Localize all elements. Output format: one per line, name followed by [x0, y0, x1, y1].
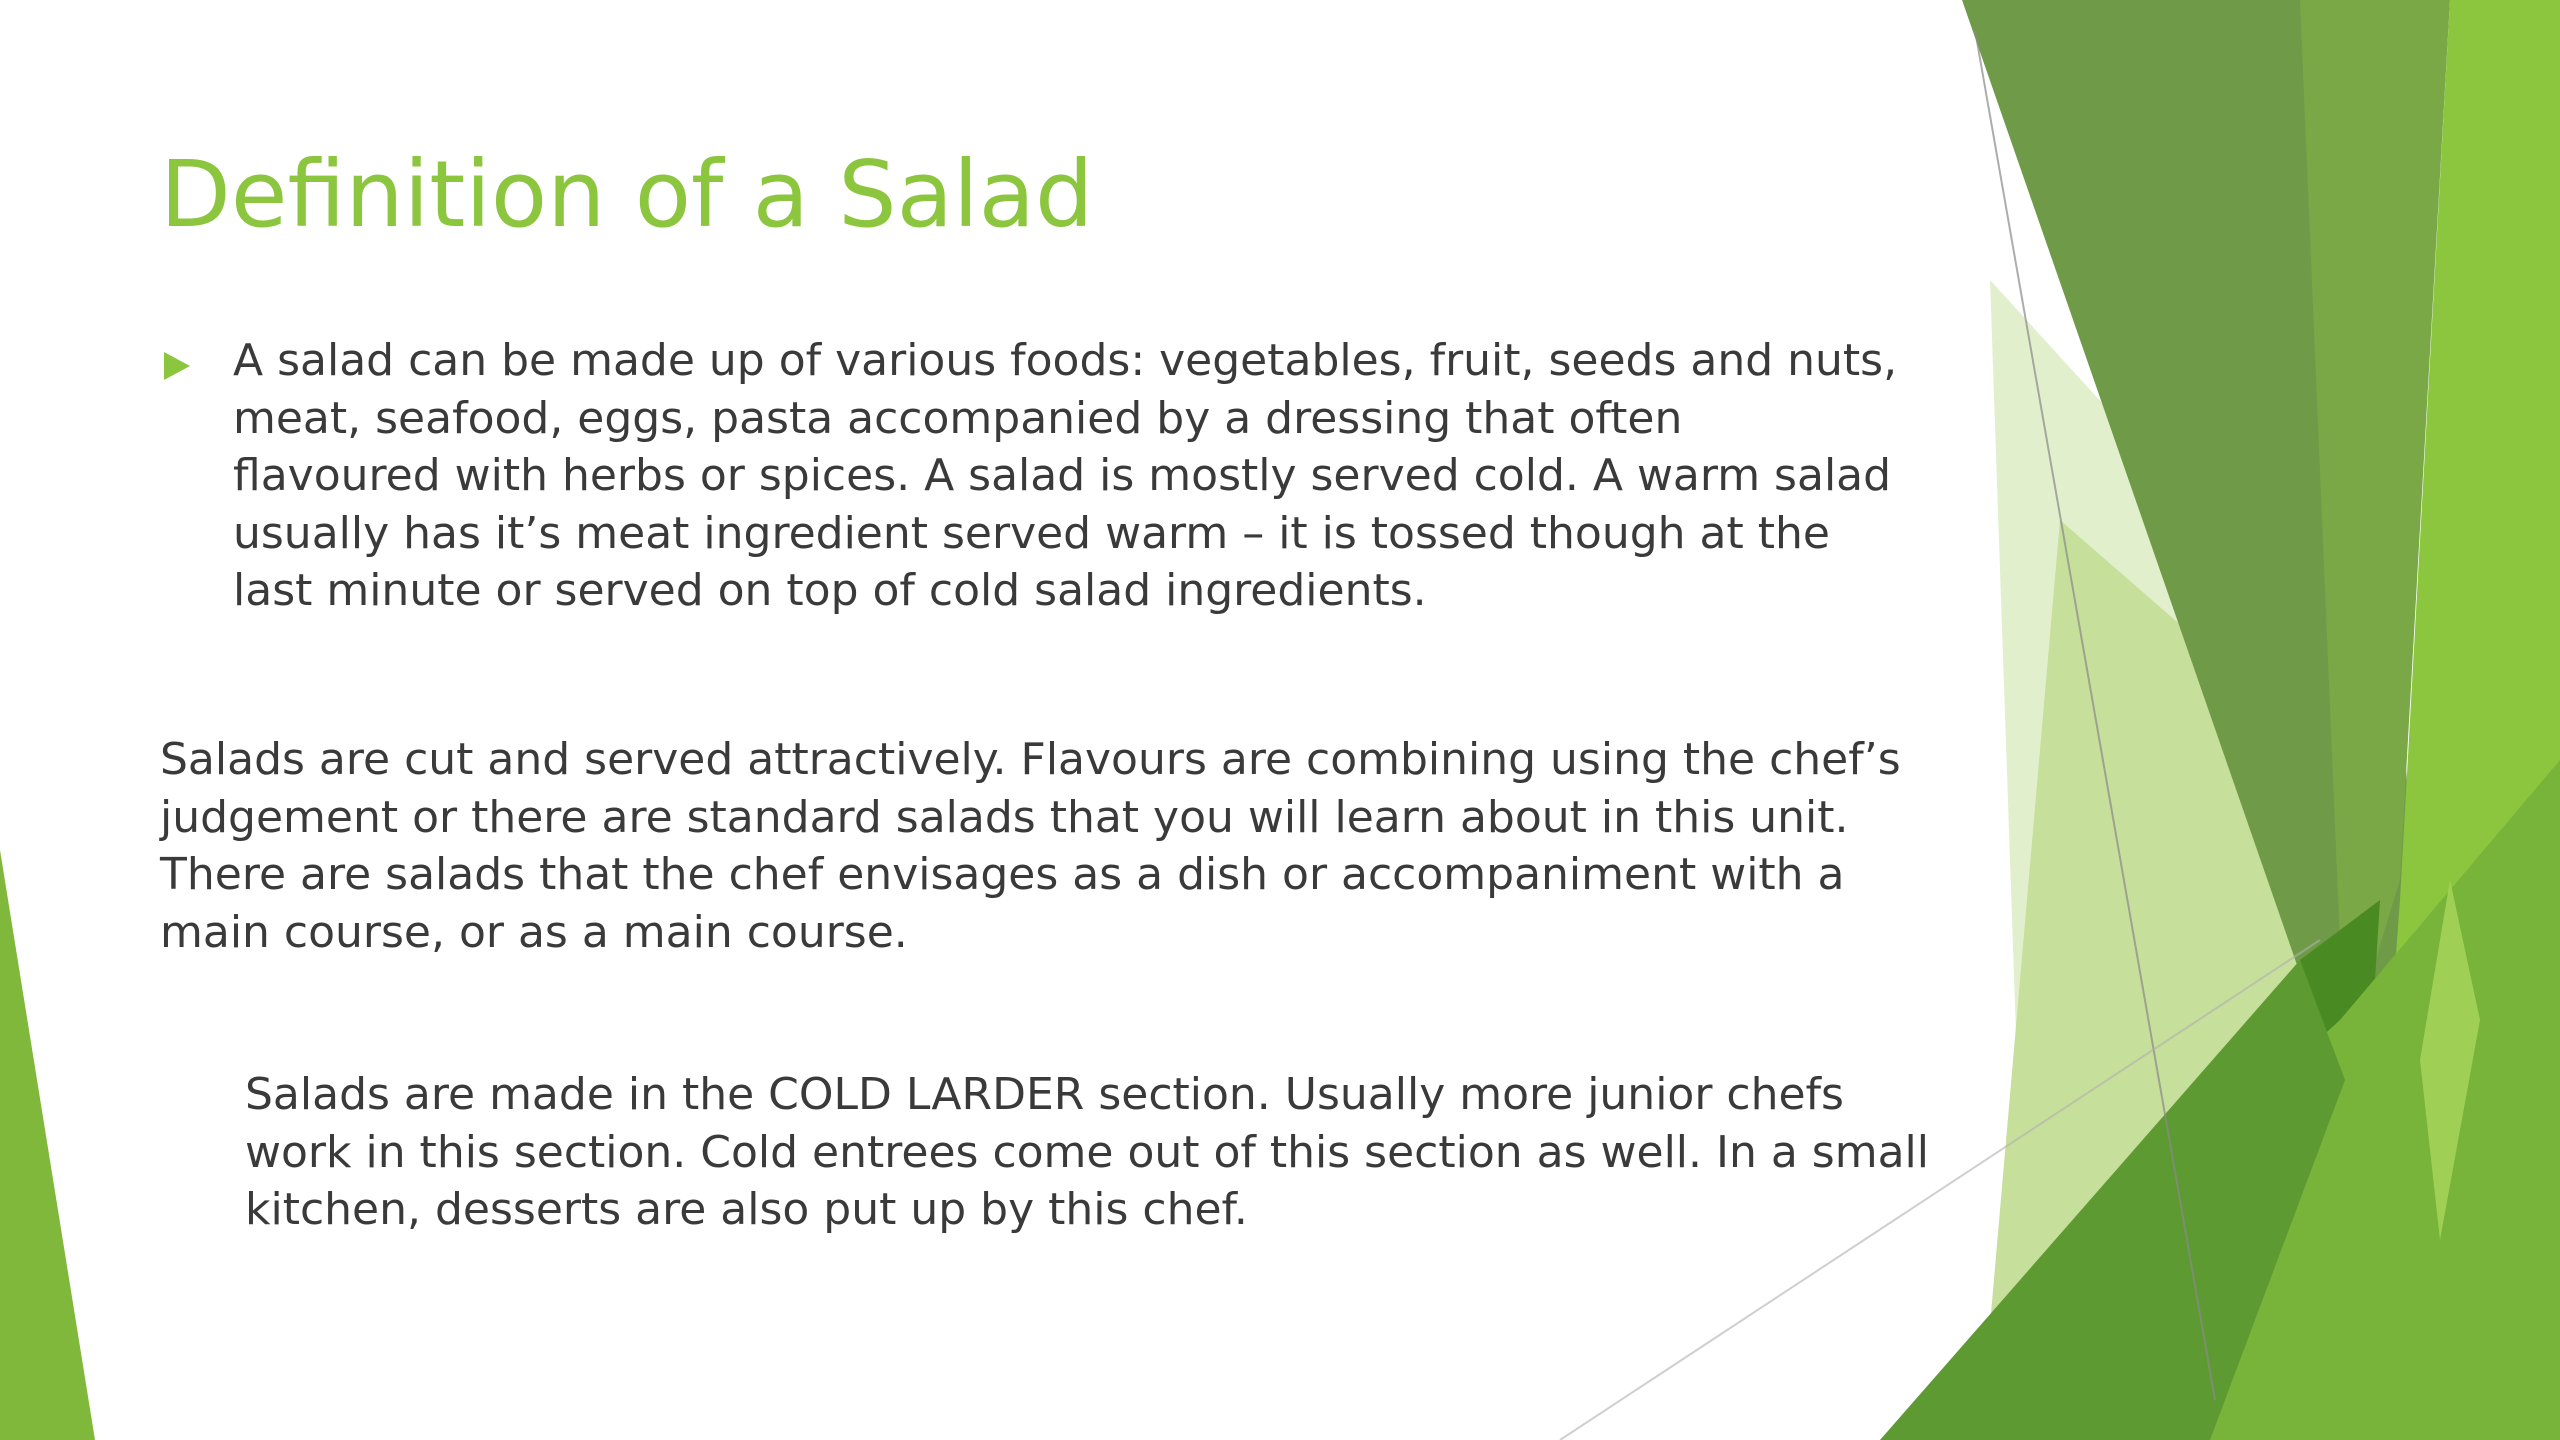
paragraph-cold-larder: Salads are made in the COLD LARDER section. Usually more junior chefs work in this section. Cold entrees come out of this section as well. In a small kitchen, desserts are also put up by this chef.: [245, 1069, 1929, 1235]
bullet-paragraph: A salad can be made up of various foods: vegetables, fruit, seeds and nuts, meat, seafood, eggs, pasta accompanied by a dressing that often flavoured with herbs or spices. A salad is mostly served cold. A warm salad usually has it’s meat ingredient served warm – it is tossed though at the last minute or served on top of cold salad ingredients.: [233, 335, 1898, 616]
paragraph-salad-preparation: Salads are cut and served attractively. Flavours are combining using the chef’s judgement or there are standard salads that you will learn about in this unit. There are salads that the chef envisages as a dish or accompaniment with a main course, or as a main course.: [160, 734, 1901, 958]
left-green-wedge: [0, 850, 95, 1440]
slide-title: Definition of a Salad: [160, 141, 1094, 248]
bullet-item: [160, 332, 1900, 620]
right-triangle-icon: [164, 352, 190, 380]
